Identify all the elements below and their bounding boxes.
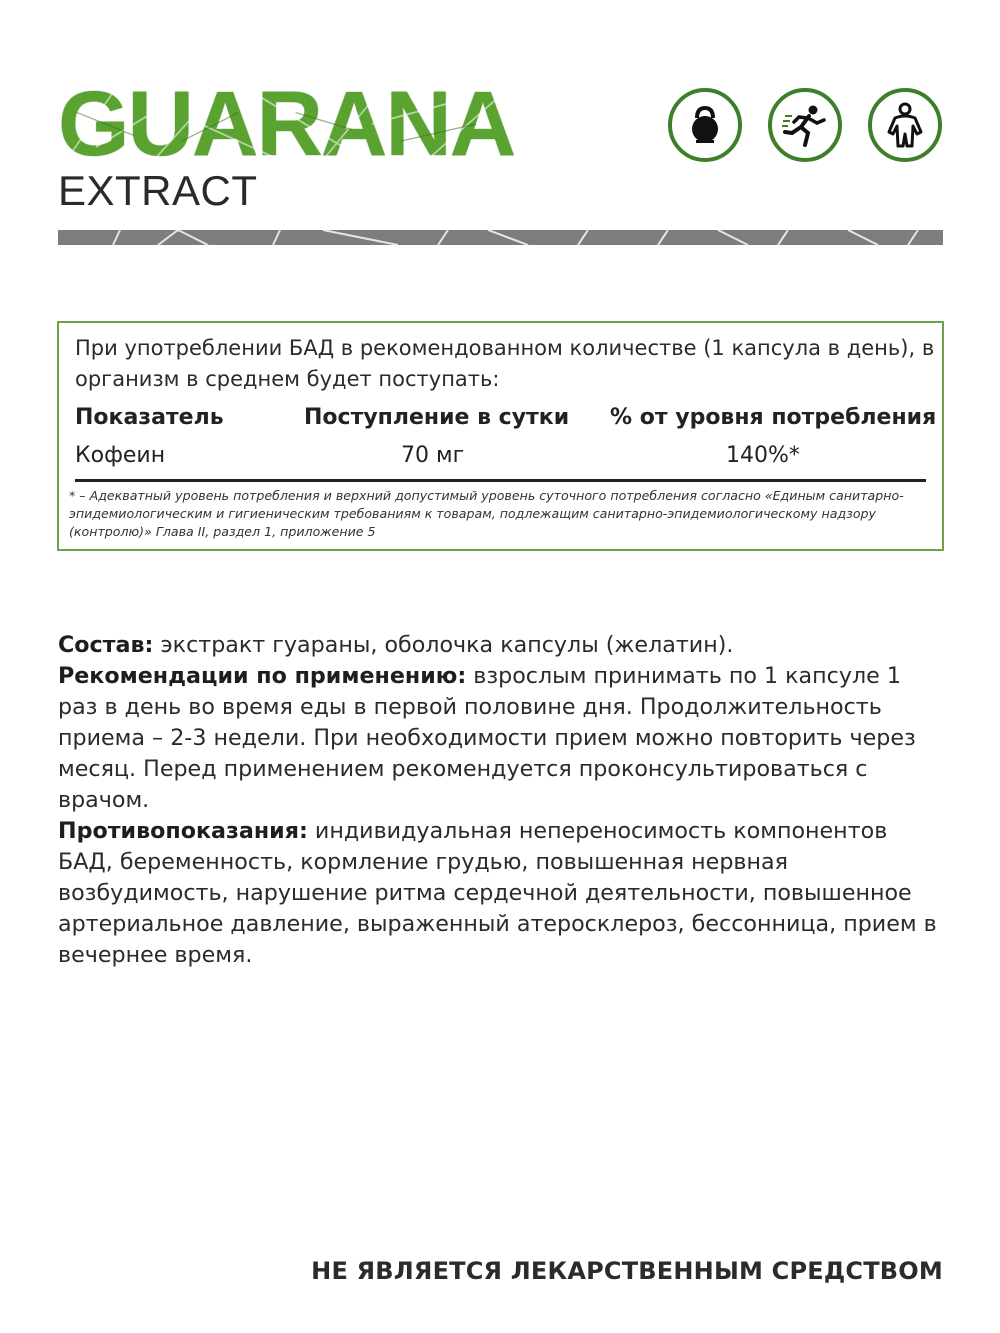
composition-paragraph xyxy=(58,630,943,661)
product-description xyxy=(58,630,943,971)
footnote: * – Адекватный уровень потребления и верхний допустимый уровень суточного потребления согласно «Единым санитарно-эпидемиологическим и гигиеническим требованиям к товарам, подлежащим санитарно-эпидемиологическому надзору (контролю)» Глава II, раздел 1, приложение 5 xyxy=(69,488,904,539)
recommendations-text: взрослым принимать по 1 капсуле 1 раз в день во время еды в первой половине дня. Продолжительность приема – 2-3 недели. При необходимости прием можно повторить через месяц. Перед применением рекомендуется проконсультироваться с врачом. xyxy=(58,663,916,813)
row-name: Кофеин xyxy=(75,443,166,468)
product-subtitle: EXTRACT xyxy=(58,167,258,214)
column-header-daily-intake: Поступление в сутки xyxy=(304,405,570,430)
table-rule xyxy=(75,479,926,482)
body-silhouette-icon xyxy=(868,88,942,162)
composition-label: Состав: xyxy=(58,632,154,658)
kettlebell-icon xyxy=(668,88,742,162)
product-title-text: GUARANA xyxy=(58,73,515,175)
leaf-vein-texture xyxy=(58,78,514,170)
row-percent: 140%* xyxy=(726,443,800,468)
product-title xyxy=(58,73,515,175)
row-amount: 70 мг xyxy=(401,443,465,468)
recommendations-paragraph xyxy=(58,661,943,816)
composition-text: экстракт гуараны, оболочка капсулы (желатин). xyxy=(153,632,734,658)
contraindications-paragraph xyxy=(58,816,943,971)
decorative-stripe xyxy=(58,230,943,245)
contraindications-label: Противопоказания: xyxy=(58,818,308,844)
column-header-indicator: Показатель xyxy=(75,405,224,430)
running-man-icon xyxy=(768,88,842,162)
recommendations-label: Рекомендации по применению: xyxy=(58,663,467,689)
intake-intro: При употреблении БАД в рекомендованном количестве (1 капсула в день), в организм в среднем будет поступать: xyxy=(75,336,935,391)
not-medicine-disclaimer: НЕ ЯВЛЯЕТСЯ ЛЕКАРСТВЕННЫМ СРЕДСТВОМ xyxy=(311,1257,943,1285)
column-header-percent: % от уровня потребления xyxy=(610,405,937,430)
contraindications-text: индивидуальная непереносимость компонентов БАД, беременность, кормление грудью, повышенная нервная возбудимость, нарушение ритма сердечной деятельности, повышенное артериальное давление, выраженный атеросклероз, бессонница, прием в вечернее время. xyxy=(58,818,937,968)
intake-table-box xyxy=(57,321,944,551)
feature-icons xyxy=(668,88,942,162)
